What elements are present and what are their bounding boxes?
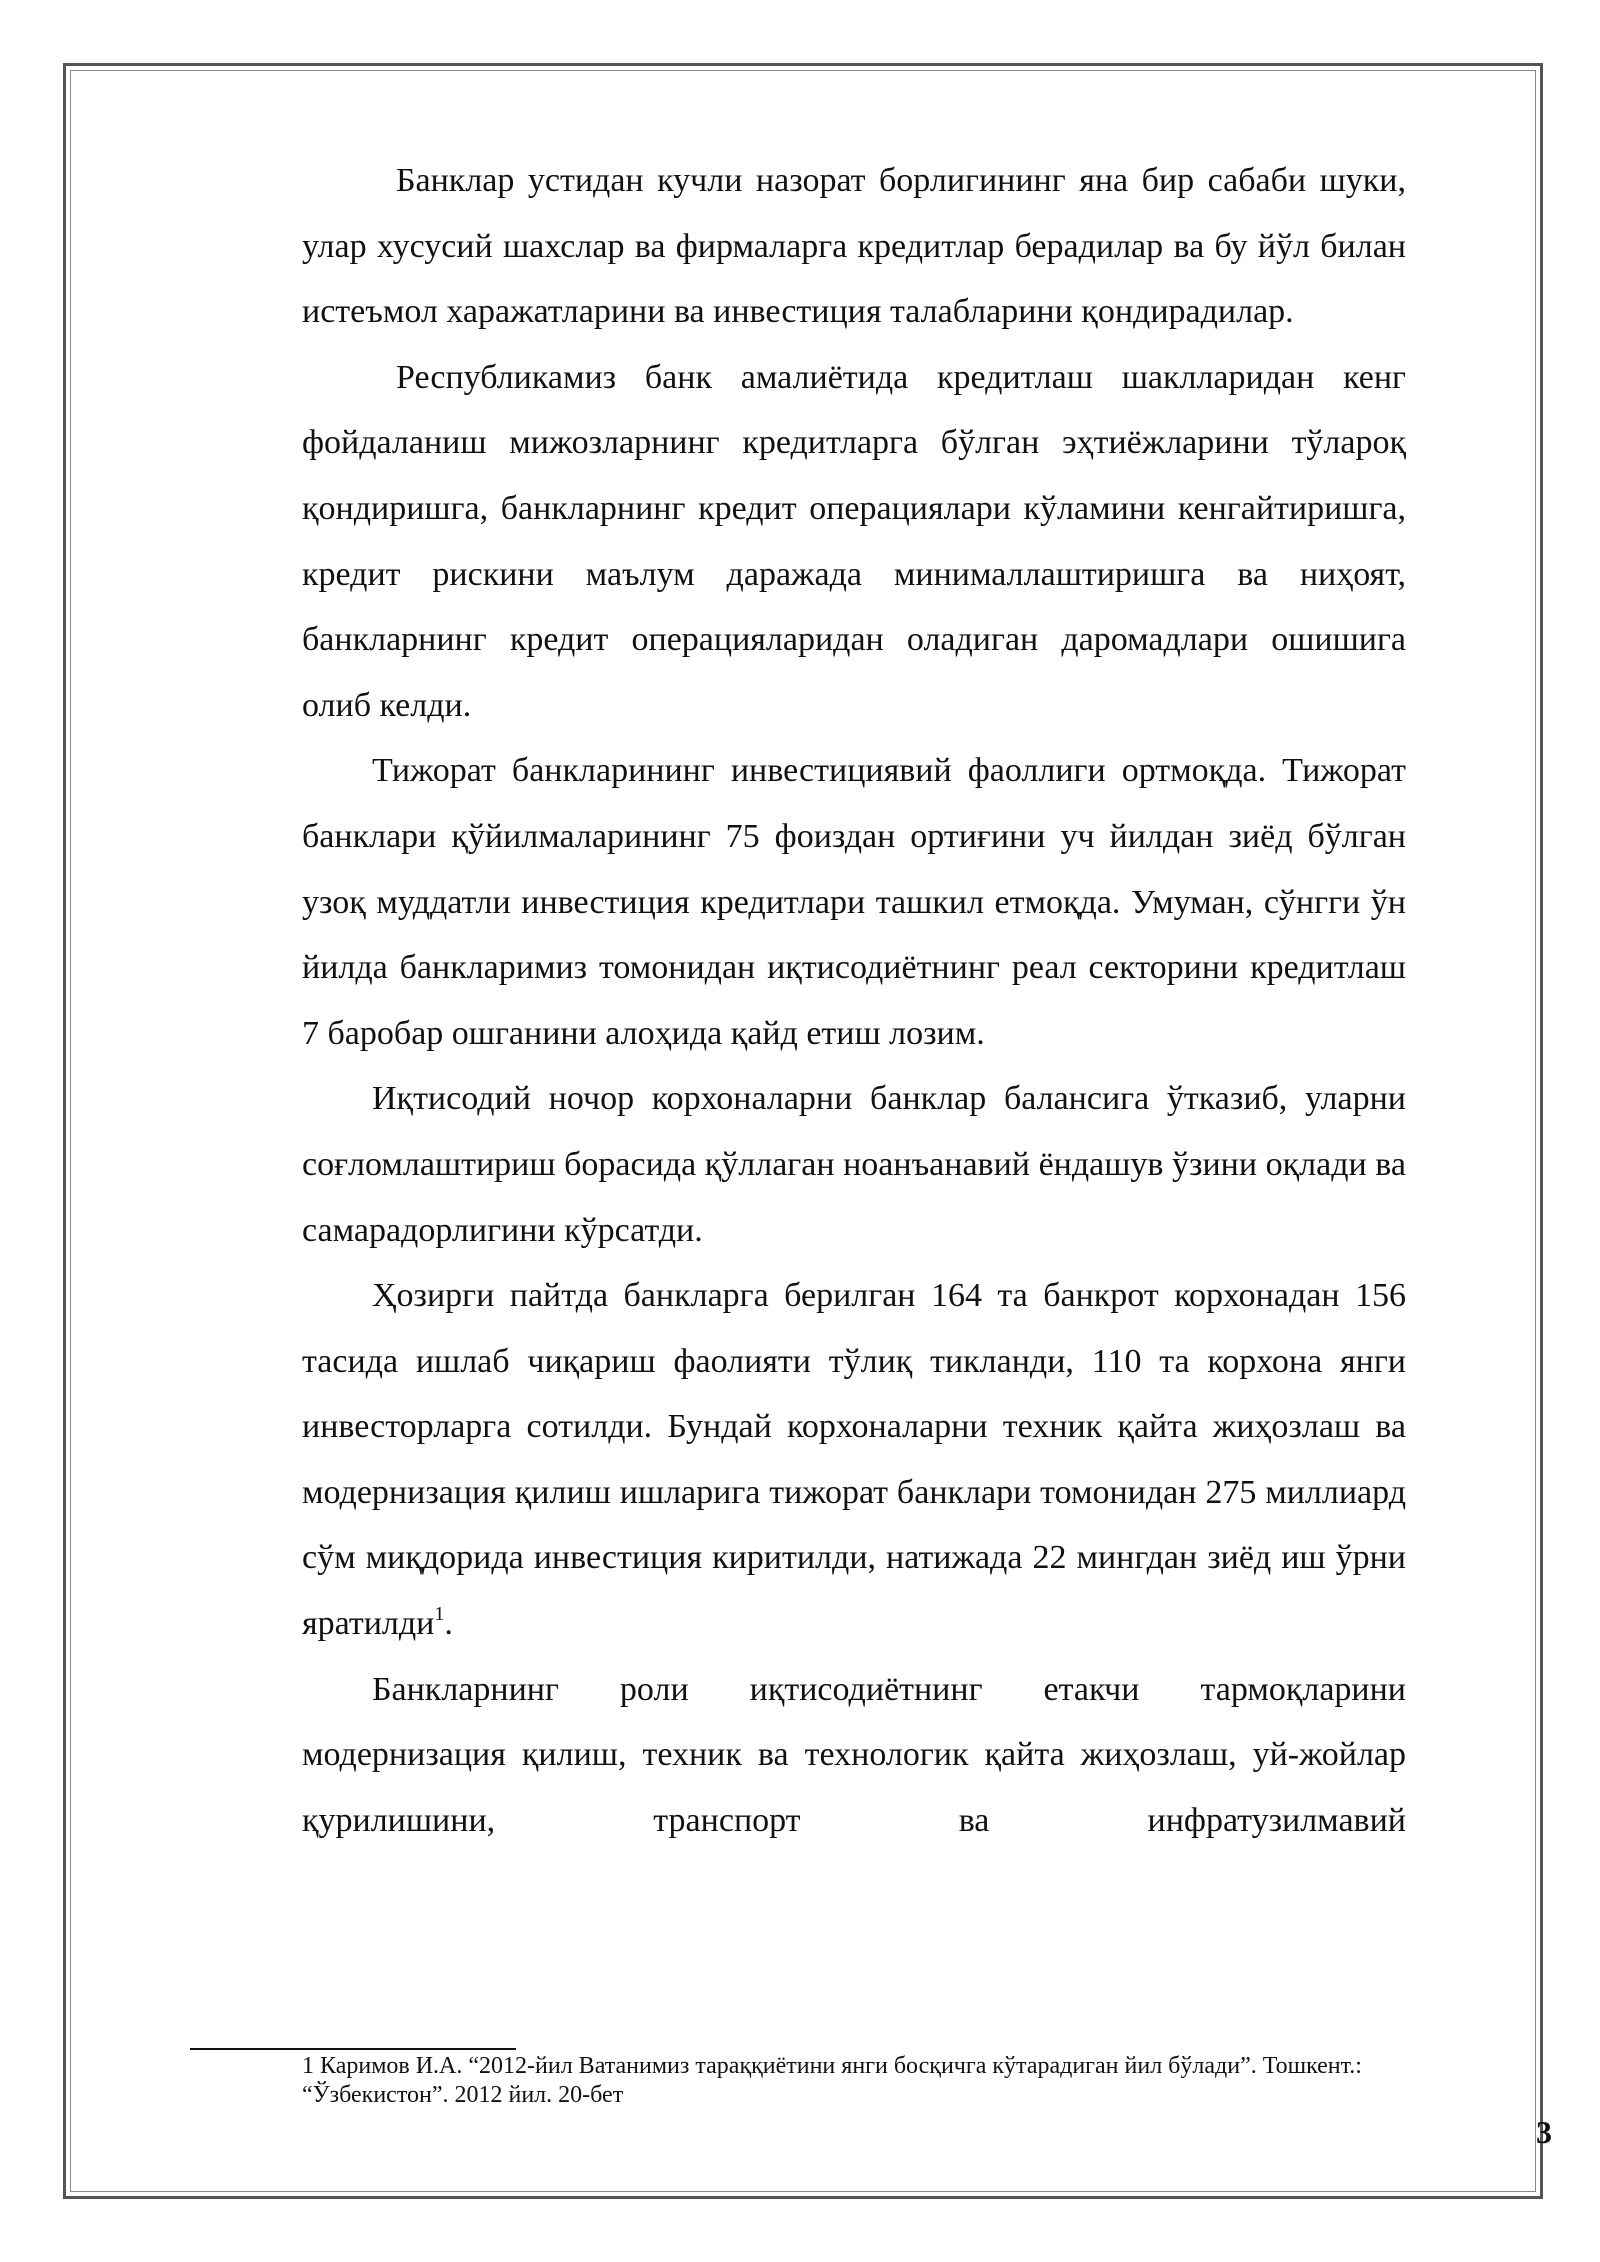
document-body xyxy=(302,148,1406,1853)
footnote-reference[interactable]: 1 xyxy=(434,1603,445,1626)
paragraph-5 xyxy=(302,1263,1406,1657)
paragraph-1: Банклар устидан кучли назорат борлигининг яна бир сабаби шуки, улар хусусий шахслар ва фирмаларга кредитлар берадилар ва бу йўл билан истеъмол харажатларини ва инвестиция талабларини қондирадилар. xyxy=(302,162,1406,331)
footnote-separator xyxy=(190,2048,516,2050)
footnote-line-2: “Ўзбекистон”. 2012 йил. 20-бет xyxy=(302,2082,624,2108)
paragraph-4: Иқтисодий ночор корхоналарни банклар балансига ўтказиб, уларни соғломлаштириш борасида қўллаган ноанъанавий ёндашув ўзини оқлади ва самарадорлигини кўрсатди. xyxy=(302,1080,1406,1249)
paragraph-2: Республикамиз банк амалиётида кредитлаш шаклларидан кенг фойдаланиш мижозларнинг кредитларга бўлган эҳтиёжларини тўлароқ қондиришга, банкларнинг кредит операциялари кўламини кенгайтиришга, кредит рискини маълум даражада минималлаштиришга ва ниҳоят, банкларнинг кредит операцияларидан оладиган даромадлари ошишига олиб келди. xyxy=(302,358,1406,724)
footnote xyxy=(302,2052,1492,2110)
page-number: 3 xyxy=(1536,2114,1552,2150)
paragraph-3: Тижорат банкларининг инвестициявий фаоллиги ортмоқда. Тижорат банклари қўйилмаларининг 75 фоиздан ортиғини уч йилдан зиёд бўлган узоқ муддатли инвестиция кредитлари ташкил етмоқда. Умуман, сўнгги ўн йилда банкларимиз томонидан иқтисодиётнинг реал секторини кредитлаш 7 баробар ошганини алоҳида қайд етиш лозим. xyxy=(302,752,1406,1052)
paragraph-6: Банкларнинг роли иқтисодиётнинг етакчи тармоқларини модернизация қилиш, техник ва технологик қайта жиҳозлаш, уй-жойлар қурилишини, транспорт ва инфратузилмавий xyxy=(302,1670,1406,1839)
paragraph-5-text: Ҳозирги пайтда банкларга берилган 164 та банкрот корхонадан 156 тасида ишлаб чиқариш фаолияти тўлиқ тикланди, 110 та корхона янги инвесторларга сотилди. Бундай корхоналарни техник қайта жиҳозлаш ва модернизация қилиш ишларига тижорат банклари томонидан 275 миллиард сўм миқдорида инвестиция киритилди, натижада 22 мингдан зиёд иш ўрни яратилди xyxy=(302,1277,1406,1643)
paragraph-5-end: . xyxy=(444,1605,453,1643)
footnote-line-1: 1 Каримов И.А. “2012-йил Ватанимиз тараққиётини янги босқичга кўтарадиган йил бўлади”. Тошкент.: xyxy=(302,2053,1362,2079)
